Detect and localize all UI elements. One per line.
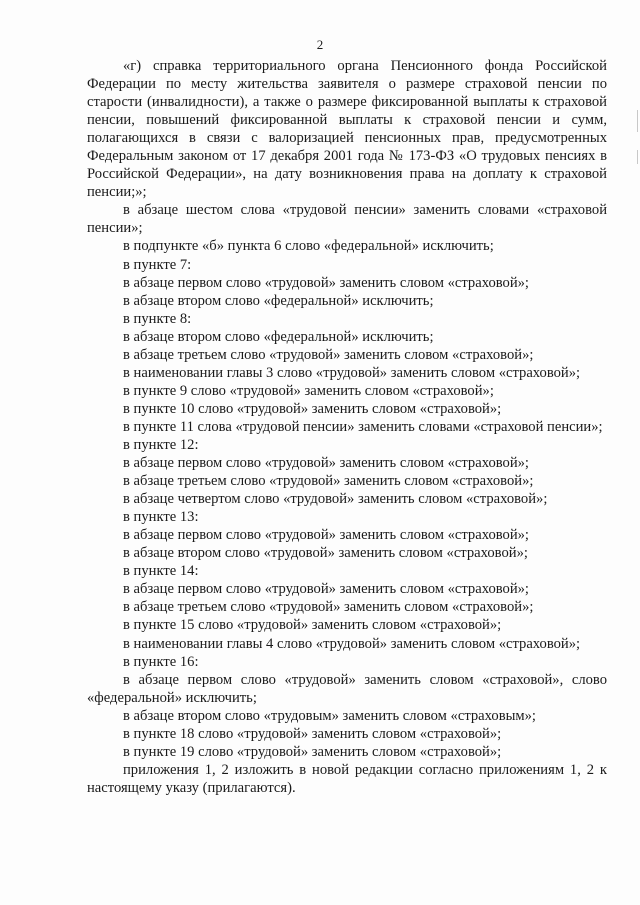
document-body xyxy=(87,57,607,797)
paragraph: в абзаце третьем слово «трудовой» заменить словом «страховой»; xyxy=(123,599,534,616)
scan-edge-mark xyxy=(637,110,638,132)
paragraph: в пункте 12: xyxy=(123,436,199,453)
paragraph: в пункте 18 слово «трудовой» заменить словом «страховой»; xyxy=(123,725,502,742)
paragraph: в абзаце первом слово «трудовой» заменить словом «страховой»; xyxy=(123,581,529,598)
paragraph: в абзаце первом слово «трудовой» заменить словом «страховой», слово «федеральной» исключить; xyxy=(87,671,607,706)
paragraph: в пункте 19 слово «трудовой» заменить словом «страховой»; xyxy=(123,743,502,760)
paragraph: в наименовании главы 3 слово «трудовой» заменить словом «страховой»; xyxy=(123,364,581,381)
paragraph: в абзаце третьем слово «трудовой» заменить словом «страховой»; xyxy=(123,346,534,363)
scan-edge-mark xyxy=(637,150,638,164)
paragraph: в пункте 8: xyxy=(123,310,192,327)
paragraph: в пункте 14: xyxy=(123,563,199,580)
paragraph: в абзаце первом слово «трудовой» заменить словом «страховой»; xyxy=(123,455,529,472)
paragraph: в пункте 13: xyxy=(123,509,199,526)
paragraph: в абзаце третьем слово «трудовой» заменить словом «страховой»; xyxy=(123,473,534,490)
paragraph: в абзаце втором слово «федеральной» исключить; xyxy=(123,292,434,309)
paragraph: в наименовании главы 4 слово «трудовой» заменить словом «страховой»; xyxy=(123,635,581,652)
paragraph: в абзаце шестом слова «трудовой пенсии» заменить словами «страховой пенсии»; xyxy=(87,202,607,237)
page-number: 2 xyxy=(316,37,324,52)
paragraph: в пункте 15 слово «трудовой» заменить словом «страховой»; xyxy=(123,617,502,634)
paragraph: в пункте 9 слово «трудовой» заменить словом «страховой»; xyxy=(123,382,494,399)
paragraph: в абзаце втором слово «трудовым» заменить словом «страховым»; xyxy=(123,707,536,724)
paragraph: в пункте 16: xyxy=(123,653,199,670)
paragraph: в абзаце втором слово «федеральной» исключить; xyxy=(123,328,434,345)
paragraph: в подпункте «б» пункта 6 слово «федеральной» исключить; xyxy=(123,238,494,255)
paragraph: приложения 1, 2 изложить в новой редакции согласно приложениям 1, 2 к настоящему указу (прилагаются). xyxy=(87,761,607,796)
paragraph: в пункте 11 слова «трудовой пенсии» заменить словами «страховой пенсии»; xyxy=(123,418,603,435)
paragraph: в абзаце первом слово «трудовой» заменить словом «страховой»; xyxy=(123,527,529,544)
paragraph: в абзаце втором слово «трудовой» заменить словом «страховой»; xyxy=(123,545,528,562)
paragraph: в абзаце четвертом слово «трудовой» заменить словом «страховой»; xyxy=(123,491,548,508)
paragraph: в пункте 10 слово «трудовой» заменить словом «страховой»; xyxy=(123,400,502,417)
paragraph: в пункте 7: xyxy=(123,256,192,273)
paragraph: «г) справка территориального органа Пенсионного фонда Российской Федерации по месту жительства заявителя о размере страховой пенсии по старости (инвалидности), а также о размере фиксированной выплаты к страховой пенсии, повышений фиксированной выплаты к страховой пенсии и сумм, полагающихся в связи с валоризацией пенсионных прав, предусмотренных Федеральным законом от 17 декабря 2001 года № 173-ФЗ «О трудовых пенсиях в Российской Федерации», на дату возникновения права на доплату к страховой пенсии;»; xyxy=(87,58,607,201)
paragraph: в абзаце первом слово «трудовой» заменить словом «страховой»; xyxy=(123,274,529,291)
